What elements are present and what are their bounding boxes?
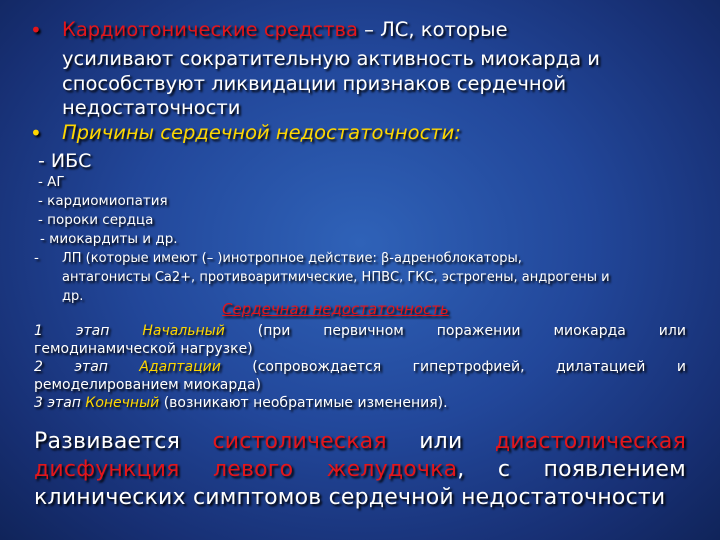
conclusion-word-red: систолическая — [212, 429, 387, 454]
conclusion-word-red: дисфункция — [34, 457, 180, 482]
stage-1-text: или — [658, 323, 686, 339]
stage-2-line-2: ремоделированием миокарда) — [34, 377, 261, 393]
stage-1-text: первичном — [323, 323, 404, 339]
stage-1-text: (при — [257, 323, 291, 339]
definition-line-4: недостаточности — [62, 96, 241, 119]
cause-item: - АГ — [38, 174, 65, 190]
conclusion-word: с — [497, 457, 511, 482]
stage-1-name: Начальный — [142, 323, 225, 339]
stage-1-text: поражении — [436, 323, 521, 339]
stage-2-num: 2 — [34, 359, 43, 375]
stage-2-text: и — [676, 359, 686, 375]
definition-term: Кардиотонические средства — [62, 18, 358, 41]
drug-line-1: ЛП (которые имеют (– )инотропное действие: β-адреноблокаторы, — [62, 251, 522, 266]
definition-line-1 — [62, 18, 508, 42]
stage-1-line-2: гемодинамической нагрузке) — [34, 341, 253, 357]
drug-line-2: антагонисты Ca2+, противоаритмические, НПВС, ГКС, эстрогены, андрогены и — [62, 270, 610, 285]
stage-1-text: миокарда — [553, 323, 626, 339]
stage-2-name: Адаптации — [139, 359, 221, 375]
stage-2-text: (сопровождается — [252, 359, 382, 375]
definition-line-2: усиливают сократительную активность миокарда и — [62, 47, 600, 70]
cause-item: - ИБС — [38, 150, 92, 172]
stages-title: Сердечная недостаточность — [222, 300, 449, 318]
cause-item: - пороки сердца — [38, 212, 154, 228]
conclusion-line-2 — [34, 456, 686, 484]
conclusion-word: или — [419, 429, 463, 454]
conclusion-word: появлением — [543, 457, 686, 482]
conclusion-word-red: диастолическая — [494, 429, 686, 454]
conclusion-line-1 — [34, 428, 686, 456]
stage-3-rest: (возникают необратимые изменения). — [163, 395, 448, 411]
definition-line-3: способствуют ликвидации признаков сердечной — [62, 72, 567, 95]
conclusion-word-red: левого — [212, 457, 294, 482]
stage-1-line-1 — [34, 322, 686, 341]
stage-1-num: 1 — [34, 323, 43, 339]
definition-dash: – ЛС, которые — [357, 18, 508, 41]
conclusion-word: Развивается — [34, 429, 181, 454]
cause-item: - кардиомиопатия — [38, 193, 168, 209]
stage-3-prefix: 3 этап — [34, 395, 81, 411]
causes-title: Причины сердечной недостаточности: — [62, 121, 461, 144]
stage-1-word: этап — [75, 323, 110, 339]
stage-2-text: гипертрофией, — [412, 359, 525, 375]
conclusion-line-3: клинических симптомов сердечной недостаточности — [34, 485, 666, 510]
drug-dash: - — [34, 250, 39, 266]
bullet-2: • — [30, 121, 42, 145]
cause-item: - миокардиты и др. — [40, 231, 178, 247]
stage-2-word: этап — [74, 359, 108, 375]
conclusion-comma: , — [457, 457, 465, 482]
drug-line-3: др. — [62, 289, 84, 304]
conclusion-word-red: желудочка — [326, 457, 458, 482]
stage-2-text: дилатацией — [556, 359, 646, 375]
stage-2-line-1 — [34, 358, 686, 377]
stage-3-name: Конечный — [85, 395, 160, 411]
bullet-1: • — [30, 18, 42, 42]
stage-3-line — [34, 394, 448, 413]
